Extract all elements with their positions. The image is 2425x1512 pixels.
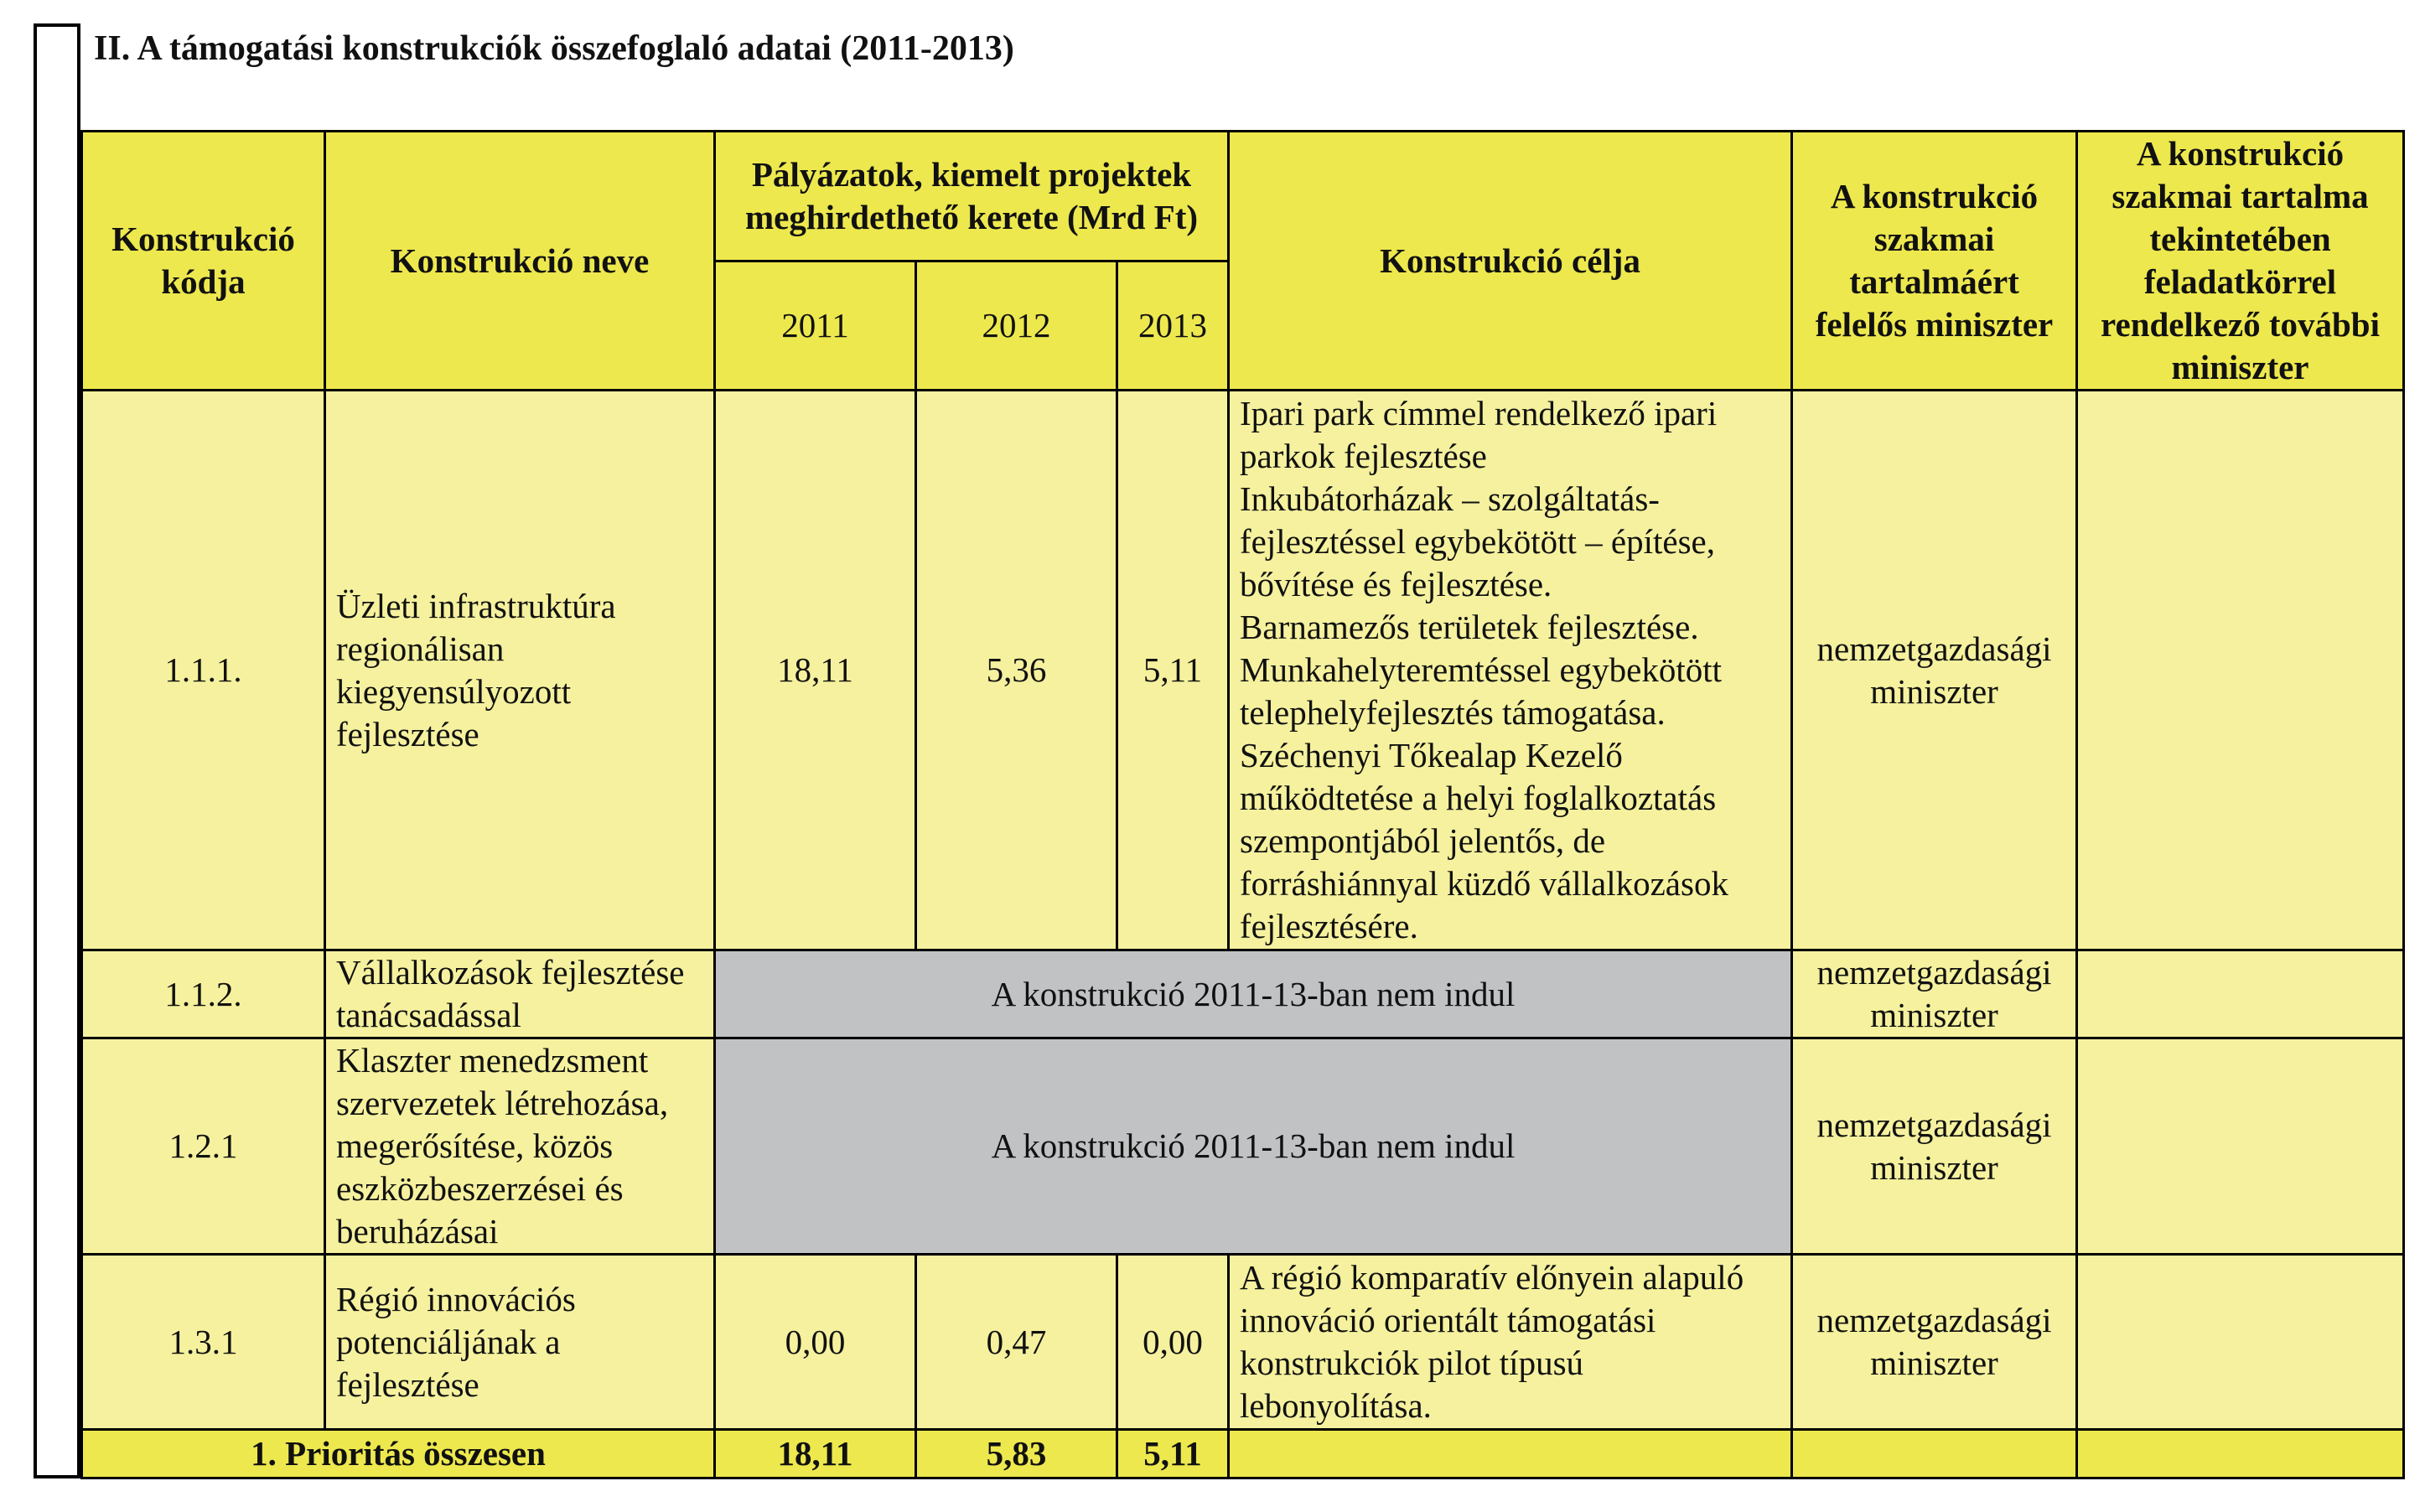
- total-row: [82, 1430, 2404, 1478]
- row-goal: [1229, 391, 1792, 950]
- row-name: Régió innovációs potenciáljának a fejlesztése: [325, 1255, 715, 1430]
- row-name: Klaszter menedzsment szervezetek létrehozása, megerősítése, közös eszközbeszerzései és beruházásai: [325, 1038, 715, 1255]
- header-budget: Pályázatok, kiemelt projektek meghirdethető kerete (Mrd Ft): [715, 132, 1229, 261]
- header-goal: Konstrukció célja: [1229, 132, 1792, 391]
- table-row: [82, 391, 2404, 950]
- construction-summary-table: [80, 130, 2405, 1479]
- goal-line: Inkubátorházak – szolgáltatás-fejlesztéssel egybekötött – építése, bővítése és fejlesztése.: [1240, 479, 1716, 603]
- row-minister: nemzetgazdasági miniszter: [1792, 950, 2077, 1038]
- row-value-2013: 5,11: [1117, 391, 1229, 950]
- row-code: 1.1.1.: [82, 391, 325, 950]
- row-code: 1.3.1: [82, 1255, 325, 1430]
- total-label: 1. Prioritás összesen: [82, 1430, 715, 1478]
- row-value-2012: 0,47: [916, 1255, 1117, 1430]
- total-value-2011: 18,11: [715, 1430, 916, 1478]
- header-code: Konstrukció kódja: [82, 132, 325, 391]
- not-started-note: A konstrukció 2011-13-ban nem indul: [715, 950, 1792, 1038]
- row-code: 1.1.2.: [82, 950, 325, 1038]
- table-row: [82, 950, 2404, 1038]
- row-minister: nemzetgazdasági miniszter: [1792, 391, 2077, 950]
- row-value-2011: 18,11: [715, 391, 916, 950]
- row-value-2013: 0,00: [1117, 1255, 1229, 1430]
- row-other-minister: [2077, 1038, 2404, 1255]
- row-minister: nemzetgazdasági miniszter: [1792, 1255, 2077, 1430]
- row-name: Üzleti infrastruktúra regionálisan kiegyensúlyozott fejlesztése: [325, 391, 715, 950]
- header-other-minister: A konstrukció szakmai tartalma tekintetében feladatkörrel rendelkező további miniszter: [2077, 132, 2404, 391]
- total-value-2012: 5,83: [916, 1430, 1117, 1478]
- row-value-2011: 0,00: [715, 1255, 916, 1430]
- table-row: [82, 1255, 2404, 1430]
- row-other-minister: [2077, 391, 2404, 950]
- header-name: Konstrukció neve: [325, 132, 715, 391]
- header-minister: A konstrukció szakmai tartalmáért felelős miniszter: [1792, 132, 2077, 391]
- goal-line: Munkahelyteremtéssel egybekötött telephelyfejlesztés támogatása.: [1240, 650, 1723, 732]
- header-row: [82, 132, 2404, 261]
- page-frame: [34, 23, 80, 1478]
- goal-line: Ipari park címmel rendelkező ipari parkok fejlesztése: [1240, 394, 1718, 475]
- row-minister: nemzetgazdasági miniszter: [1792, 1038, 2077, 1255]
- goal-line: Barnamezős területek fejlesztése.: [1240, 608, 1699, 646]
- header-year-2012: 2012: [916, 261, 1117, 391]
- row-other-minister: [2077, 1255, 2404, 1430]
- header-year-2011: 2011: [715, 261, 916, 391]
- row-other-minister: [2077, 950, 2404, 1038]
- total-value-2013: 5,11: [1117, 1430, 1229, 1478]
- goal-line: Széchenyi Tőkealap Kezelő működtetése a helyi foglalkoztatás szempontjából jelentős, de forráshiánnyal küzdő vállalkozások fejlesztésére.: [1240, 736, 1728, 945]
- total-goal-empty: [1229, 1430, 1792, 1478]
- section-title: II. A támogatási konstrukciók összefoglaló adatai (2011-2013): [94, 29, 1014, 68]
- row-code: 1.2.1: [82, 1038, 325, 1255]
- not-started-note: A konstrukció 2011-13-ban nem indul: [715, 1038, 1792, 1255]
- table-row: [82, 1038, 2404, 1255]
- header-year-2013: 2013: [1117, 261, 1229, 391]
- total-other-minister-empty: [2077, 1430, 2404, 1478]
- row-goal: A régió komparatív előnyein alapuló innováció orientált támogatási konstrukciók pilot típusú lebonyolítása.: [1229, 1255, 1792, 1430]
- total-minister-empty: [1792, 1430, 2077, 1478]
- row-name: Vállalkozások fejlesztése tanácsadással: [325, 950, 715, 1038]
- row-value-2012: 5,36: [916, 391, 1117, 950]
